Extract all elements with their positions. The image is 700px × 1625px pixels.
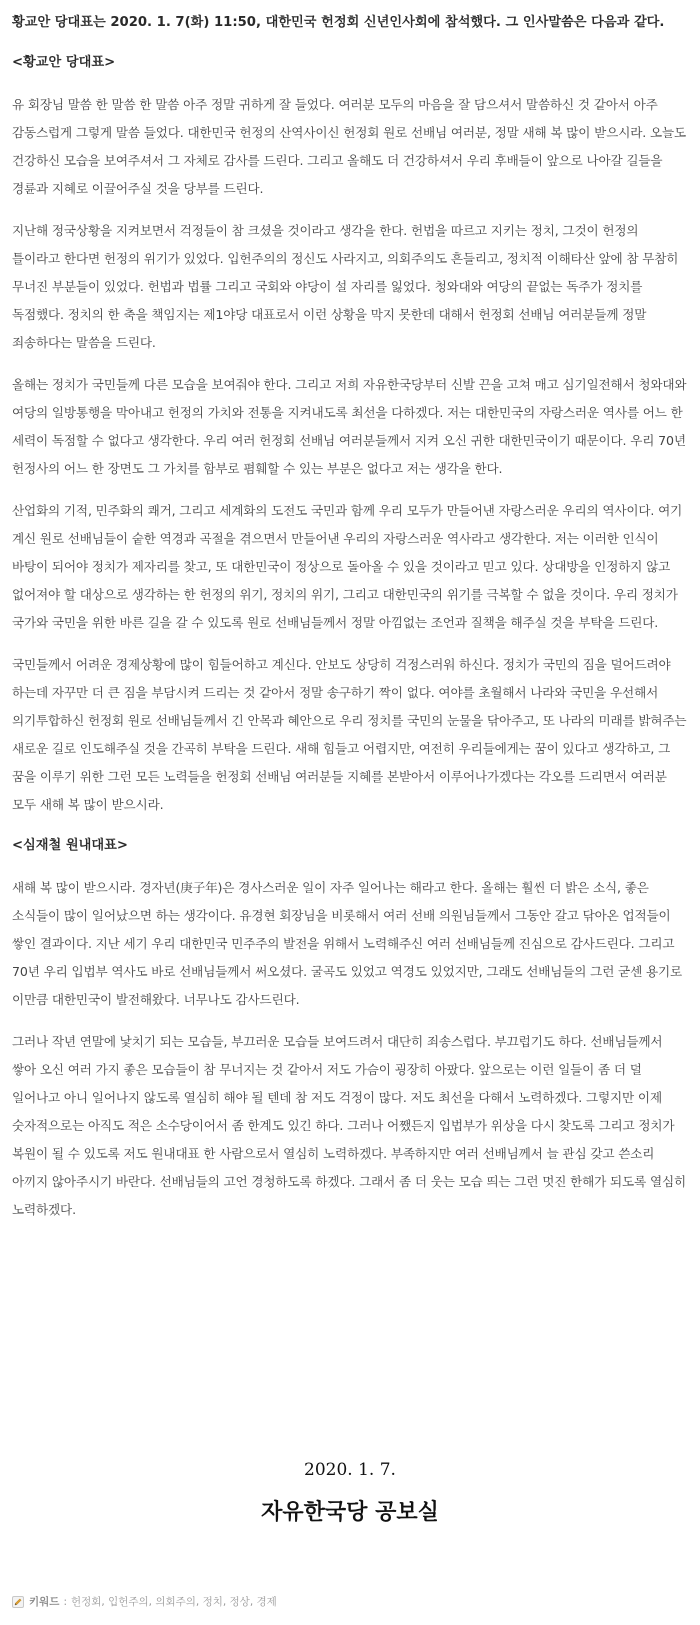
section-heading-hwang: <황교안 당대표> [12,55,116,70]
paragraph: 지난해 정국상황을 지켜보면서 걱정들이 참 크셨을 것이라고 생각을 한다. 헌법을 따르고 지키는 정치, 그것이 헌정의 틀이라고 한다면 헌정의 위기가 있었다. 입헌주의의 정신도 사라지고, 의회주의도 흔들리고, 정치적 이해타산 앞에 참 무참히 무너진 부분들이 있었다. 헌법과 법률 그리고 국회와 야당이 설 자리를 잃었다. 청와대와 여당의 끝없는 독주가 정치를 독점했다. 정치의 한 축을 책임지는 제1야당 대표로서 이런 상황을 막지 못한데 대해서 헌정회 선배님 여러분들께 정말 죄송하다는 말씀을 드린다. [12,223,679,350]
paragraph: 유 회장님 말씀 한 말씀 한 말씀 아주 정말 귀하게 잘 들었다. 여러분 모두의 마음을 잘 담으셔서 말씀하신 것 같아서 아주 감동스럽게 그렇게 말씀 들었다. 대한민국 헌정의 산역사이신 헌정회 원로 선배님 여러분, 정말 새해 복 많이 받으시라. 오늘도 건강하신 모습을 보여주셔서 그 자체로 감사를 드린다. 그리고 올해도 더 건강하셔서 우리 후배들이 앞으로 나아갈 길들을 경륜과 지혜로 이끌어주실 것을 당부를 드린다. [12,97,686,196]
paragraph: 산업화의 기적, 민주화의 쾌거, 그리고 세계화의 도전도 국민과 함께 우리 모두가 만들어낸 자랑스러운 우리의 역사이다. 여기 계신 원로 선배님들이 숱한 역경과 곡절을 겪으면서 만들어낸 우리의 자랑스러운 역사라고 생각한다. 저는 이러한 인식이 바탕이 되어야 정치가 제자리를 찾고, 또 대한민국이 정상으로 돌아올 수 있을 것이라고 믿고 있다. 상대방을 인정하지 않고 없어져야 할 대상으로 생각하는 한 헌정의 위기, 정치의 위기, 그리고 대한민국의 위기를 극복할 수 없을 것이다. 우리 정치가 국가와 국민을 위한 바른 길을 갈 수 있도록 원로 선배님들께서 정말 아낌없는 조언과 질책을 해주실 것을 부탁을 드린다. [12,503,683,630]
keywords-label: 키워드 [29,1596,60,1608]
keywords-bar [12,1594,277,1609]
paragraph: 그러나 작년 연말에 낯치기 되는 모습들, 부끄러운 모습들 보여드려서 대단히 죄송스럽다. 부끄럽기도 하다. 선배님들께서 쌓아 오신 여러 가지 좋은 모습들이 참 무너지는 것 같아서 저도 가슴이 굉장히 아팠다. 앞으로는 이런 일들이 좀 더 덜 일어나고 아니 일어나지 않도록 열심히 해야 될 텐데 참 저도 걱정이 많다. 저도 최선을 다해서 노력하겠다. 그렇지만 이제 숫자적으로는 아직도 적은 소수당이어서 좀 한계도 있긴 하다. 그러나 어쨌든지 입법부가 위상을 다시 찾도록 그리고 정치가 복원이 될 수 있도록 저도 원내대표 한 사람으로서 열심히 노력하겠다. 부족하지만 여러 선배님께서 늘 관심 갖고 쓴소리 아끼지 않아주시기 바란다. 선배님들의 고언 경청하도록 하겠다. 그래서 좀 더 웃는 모습 띄는 그런 멋진 한해가 되도록 열심히 노력하겠다. [12,1034,686,1217]
intro-text: 황교안 당대표는 2020. 1. 7(화) 11:50, 대한민국 헌정회 신년인사회에 참석했다. 그 인사말씀은 다음과 같다. [12,15,665,30]
pencil-icon [12,1596,24,1608]
press-release-body [12,10,688,1238]
release-date: 2020. 1. 7. [304,1460,396,1480]
issuing-organization: 자유한국당 공보실 [261,1500,439,1525]
section-heading-shim: <심재철 원내대표> [12,838,128,853]
paragraph: 올해는 정치가 국민들께 다른 모습을 보여줘야 한다. 그리고 저희 자유한국당부터 신발 끈을 고쳐 매고 심기일전해서 청와대와 여당의 일방통행을 막아내고 헌정의 가치와 전통을 지켜내도록 최선을 다하겠다. 저는 대한민국의 자랑스러운 역사를 어느 한 세력이 독점할 수 없다고 생각한다. 우리 여러 헌정회 선배님 여러분들께서 지켜 오신 귀한 대한민국이기 때문이다. 우리 70년 헌정사의 어느 한 장면도 그 가치를 함부로 폄훼할 수 있는 부분은 없다고 저는 생각을 한다. [12,377,687,476]
paragraph: 국민들께서 어려운 경제상황에 많이 힘들어하고 계신다. 안보도 상당히 걱정스러워 하신다. 정치가 국민의 짐을 덜어드려야 하는데 자꾸만 더 큰 짐을 부담시켜 드리는 것 같아서 정말 송구하기 짝이 없다. 여야를 초월해서 나라와 국민을 우선해서 의기투합하신 헌정회 원로 선배님들께서 긴 안목과 혜안으로 우리 정치를 국민의 눈물을 닦아주고, 또 나라의 미래를 밝혀주는 새로운 길로 인도해주실 것을 간곡히 부탁을 드린다. 새해 힘들고 어렵지만, 여전히 우리들에게는 꿈이 있다고 생각하고, 그 꿈을 이루기 위한 그런 모든 노력들을 헌정회 선배님 여러분들 지혜를 본받아서 이루어나가겠다는 각오를 드리면서 여러분 모두 새해 복 많이 받으시라. [12,657,687,812]
paragraph: 새해 복 많이 받으시라. 경자년(庚子年)은 경사스러운 일이 자주 일어나는 해라고 한다. 올해는 훨씬 더 밝은 소식, 좋은 소식들이 많이 일어났으면 하는 생각이다. 유경현 회장님을 비롯해서 여러 선배 의원님들께서 그동안 갈고 닦아온 업적들이 쌓인 결과이다. 지난 세기 우리 대한민국 민주주의 발전을 위해서 노력해주신 여러 선배님들께 진심으로 감사드린다. 그리고 70년 우리 입법부 역사도 바로 선배님들께서 써오셨다. 굴곡도 있었고 역경도 있었지만, 그래도 선배님들의 그런 굳센 용기로 이만큼 대한민국이 발전해왔다. 너무나도 감사드린다. [12,880,682,1007]
keywords-separator: : [63,1595,67,1608]
keywords-list: 헌정회, 입헌주의, 의회주의, 정치, 정상, 경제 [70,1596,277,1608]
